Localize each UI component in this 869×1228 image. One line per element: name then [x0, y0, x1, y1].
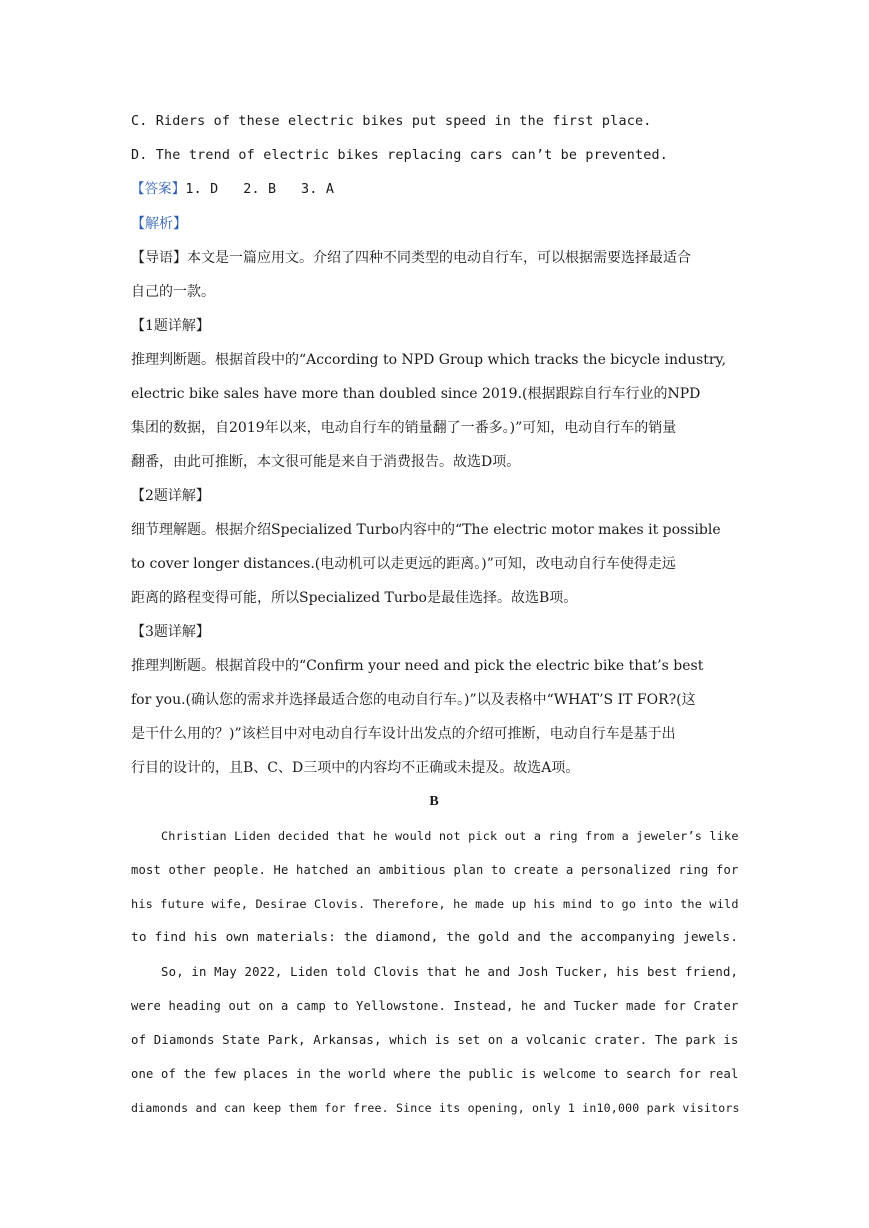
answer-values: 1. D 2. B 3. A — [185, 182, 335, 197]
q3-line-1: 推理判断题。根据首段中的“Confirm your need and pick the electric bike that’s best — [131, 658, 704, 674]
q2-line-3: 距离的路程变得可能，所以Specialized Turbo是最佳选择。故选B项。 — [131, 590, 578, 606]
answer-line — [131, 173, 737, 207]
intro-text-1: 本文是一篇应用文。介绍了四种不同类型的电动自行车，可以根据需要选择最适合 — [187, 250, 691, 266]
analysis-heading — [131, 207, 737, 241]
q3-line-2: for you.(确认您的需求并选择最适合您的电动自行车。)”以及表格中“WHAT’S IT FOR?(这 — [131, 692, 696, 708]
q2-line-2: to cover longer distances.(电动机可以走更远的距离。)”可知，改电动自行车使得走远 — [131, 556, 676, 572]
analysis-tag: 【解析】 — [131, 216, 187, 232]
q2-line-1: 细节理解题。根据介绍Specialized Turbo内容中的“The electric motor makes it possible — [131, 522, 721, 538]
option-d: D. The trend of electric bikes replacing cars can’t be prevented. — [131, 148, 669, 163]
passage-p1-line-1: Christian Liden decided that he would not pick out a ring from a jeweler’s like — [161, 829, 739, 843]
q2-heading: 【2题详解】 — [131, 488, 210, 504]
q1-line-1: 推理判断题。根据首段中的“According to NPD Group which tracks the bicycle industry, — [131, 352, 727, 368]
intro-line-2: 自己的一款。 — [131, 284, 215, 300]
q1-line-2: electric bike sales have more than doubled since 2019.(根据跟踪自行车行业的NPD — [131, 386, 701, 402]
answer-tag: 【答案】 — [131, 182, 186, 197]
passage-p2-line-3: of Diamonds State Park, Arkansas, which is set on a volcanic crater. The park is — [131, 1033, 739, 1047]
passage-p1-line-3: his future wife, Desirae Clovis. Therefore, he made up his mind to go into the wild — [131, 897, 739, 911]
q3-heading: 【3题详解】 — [131, 624, 210, 640]
q1-heading: 【1题详解】 — [131, 318, 210, 334]
option-c: C. Riders of these electric bikes put speed in the first place. — [131, 114, 652, 129]
section-b-heading: B — [429, 794, 439, 809]
intro-tag: 【导语】 — [131, 250, 187, 266]
document-page — [131, 105, 740, 1125]
q3-line-4: 行目的设计的，且B、C、D三项中的内容均不正确或未提及。故选A项。 — [131, 760, 580, 776]
passage-p2-line-1: So, in May 2022, Liden told Clovis that he and Josh Tucker, his best friend, — [161, 965, 739, 979]
passage-p2-line-2: were heading out on a camp to Yellowstone. Instead, he and Tucker made for Crater — [131, 999, 739, 1013]
q1-line-4: 翻番，由此可推断，本文很可能是来自于消费报告。故选D项。 — [131, 454, 521, 470]
passage-p1-line-4: to find his own materials: the diamond, the gold and the accompanying jewels. — [131, 930, 739, 945]
intro-line-1 — [131, 241, 737, 275]
q1-line-3: 集团的数据，自2019年以来，电动自行车的销量翻了一番多。)”可知，电动自行车的销量 — [131, 420, 677, 436]
passage-p1-line-2: most other people. He hatched an ambitious plan to create a personalized ring for — [131, 863, 739, 877]
q3-line-3: 是干什么用的？)”该栏目中对电动自行车设计出发点的介绍可推断，电动自行车是基于出 — [131, 726, 676, 742]
passage-p2-line-4: one of the few places in the world where the public is welcome to search for real — [131, 1067, 739, 1081]
passage-p2-line-5: diamonds and can keep them for free. Since its opening, only 1 in10,000 park visitors — [131, 1101, 740, 1115]
